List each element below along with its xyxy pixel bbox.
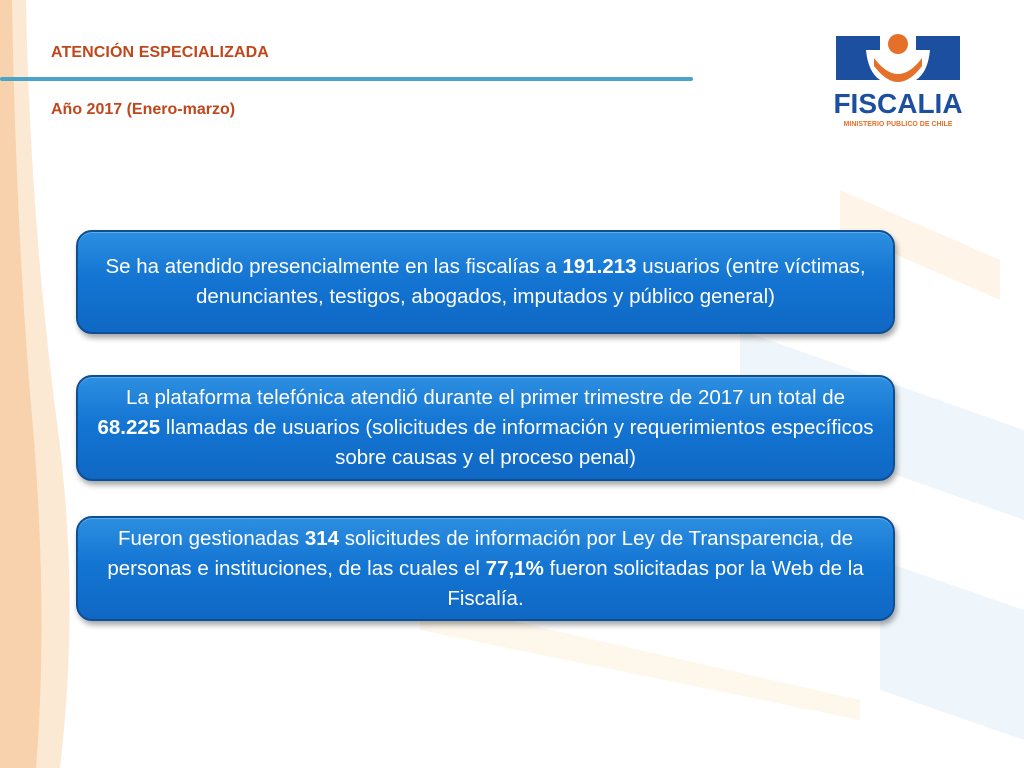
info-box-text: Se ha atendido presencialmente en las fiscalías a 191.213 usuarios (entre víctimas, denunciantes, testigos, abogados, imputados y público general)	[105, 255, 866, 308]
info-box-transparencia	[76, 516, 895, 621]
info-box-text: Fueron gestionadas 314 solicitudes de información por Ley de Transparencia, de personas e instituciones, de las cuales el 77,1% fueron solicitadas por la Web de la Fiscalía.	[107, 526, 864, 610]
info-box-presencial	[76, 230, 895, 334]
highlight-percent: 77,1%	[485, 556, 544, 580]
highlight-value: 68.225	[97, 416, 161, 439]
page-title: ATENCIÓN ESPECIALIZADA	[51, 44, 269, 61]
info-box-telefonica	[76, 375, 895, 481]
highlight-value: 191.213	[562, 255, 637, 278]
logo-name: FISCALIA	[833, 88, 963, 119]
highlight-value: 314	[304, 526, 340, 550]
header-divider	[0, 77, 693, 81]
info-box-text: La plataforma telefónica atendió durante el primer trimestre de 2017 un total de 68.225 llamadas de usuarios (solicitudes de información y requerimientos específicos sobre causas y el proceso penal)	[97, 386, 874, 469]
fiscalia-emblem-icon	[836, 34, 960, 82]
page-subtitle: Año 2017 (Enero-marzo)	[51, 101, 236, 118]
logo-tagline: MINISTERIO PUBLICO DE CHILE	[843, 121, 953, 128]
fiscalia-logo	[806, 18, 990, 130]
